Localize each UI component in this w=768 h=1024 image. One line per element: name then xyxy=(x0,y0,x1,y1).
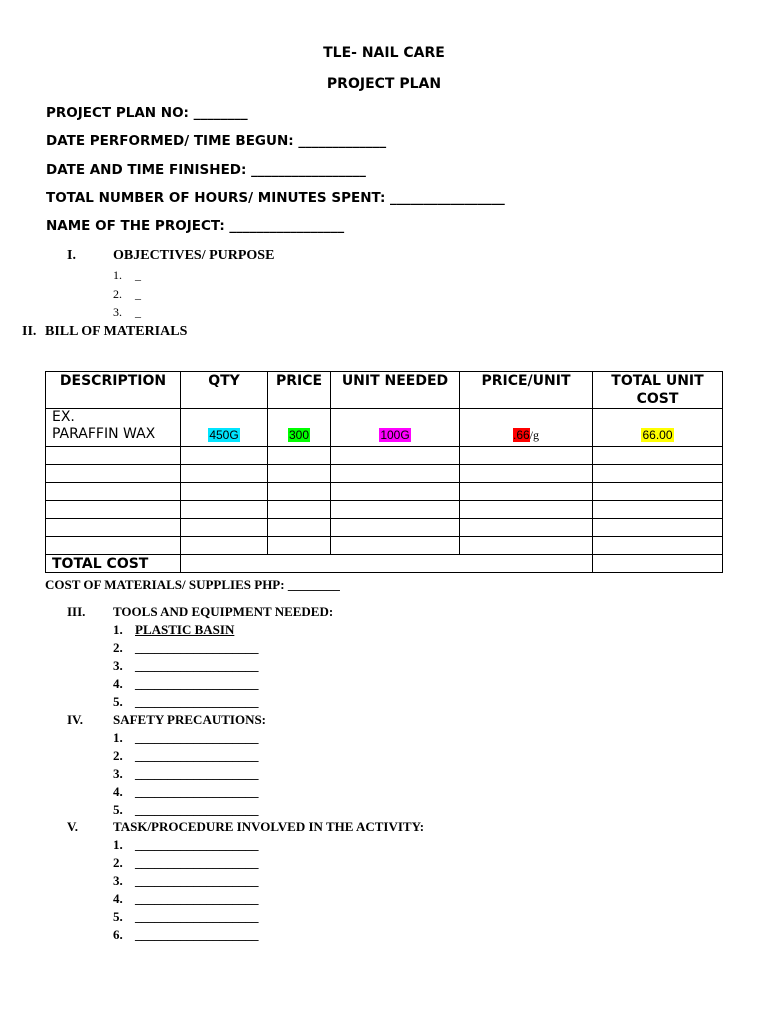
document-title: TLE- NAIL CARE xyxy=(323,45,445,61)
header-total-unit-cost: TOTAL UNIT COST xyxy=(593,372,723,409)
price-unit-value: .66 xyxy=(512,428,530,442)
safety-blank: ___________________ xyxy=(135,766,259,781)
table-cell[interactable] xyxy=(331,465,460,483)
total-cost-cell[interactable] xyxy=(181,555,593,573)
qty-value: 450G xyxy=(209,428,239,442)
table-cell[interactable] xyxy=(181,537,268,555)
section-title-tools: TOOLS AND EQUIPMENT NEEDED: xyxy=(113,604,334,619)
tool-number: 2. xyxy=(113,640,123,655)
table-cell[interactable] xyxy=(593,537,723,555)
table-row xyxy=(46,465,723,483)
example-item-name: PARAFFIN WAX xyxy=(52,426,156,442)
total-unit-cost-value: 66.00 xyxy=(642,428,673,442)
bill-of-materials-table xyxy=(45,371,723,573)
safety-number: 2. xyxy=(113,748,123,763)
tool-blank: ___________________ xyxy=(135,640,259,655)
table-cell[interactable] xyxy=(593,501,723,519)
table-row-example xyxy=(46,409,723,447)
field-total-hours: TOTAL NUMBER OF HOURS/ MINUTES SPENT: _________________ xyxy=(46,190,505,206)
table-cell[interactable] xyxy=(46,501,181,519)
header-qty: QTY xyxy=(181,372,268,409)
table-cell[interactable] xyxy=(46,483,181,501)
section-number-bill: II. xyxy=(22,324,37,339)
table-cell[interactable] xyxy=(181,483,268,501)
field-date-finished: DATE AND TIME FINISHED: _________________ xyxy=(46,162,366,178)
task-number: 4. xyxy=(113,891,123,906)
table-cell[interactable] xyxy=(268,537,331,555)
table-cell[interactable] xyxy=(46,537,181,555)
cell-description xyxy=(46,409,181,447)
unit-needed-value: 100G xyxy=(380,428,410,442)
table-cell[interactable] xyxy=(460,537,593,555)
header-price: PRICE xyxy=(268,372,331,409)
task-blank: ___________________ xyxy=(135,927,259,942)
total-cost-value-cell[interactable] xyxy=(593,555,723,573)
cell-total-unit-cost xyxy=(593,409,723,447)
task-blank: ___________________ xyxy=(135,873,259,888)
safety-number: 4. xyxy=(113,784,123,799)
section-title-safety: SAFETY PRECAUTIONS: xyxy=(113,712,267,727)
table-cell[interactable] xyxy=(331,537,460,555)
table-cell[interactable] xyxy=(46,465,181,483)
table-cell[interactable] xyxy=(593,483,723,501)
task-number: 1. xyxy=(113,837,123,852)
field-date-performed: DATE PERFORMED/ TIME BEGUN: _____________ xyxy=(46,133,387,149)
table-total-row xyxy=(46,555,723,573)
field-project-name: NAME OF THE PROJECT: _________________ xyxy=(46,218,345,234)
safety-blank: ___________________ xyxy=(135,748,259,763)
objective-number: 3. xyxy=(113,305,122,319)
header-unit-needed: UNIT NEEDED xyxy=(331,372,460,409)
table-cell[interactable] xyxy=(181,501,268,519)
tool-blank: ___________________ xyxy=(135,676,259,691)
table-cell[interactable] xyxy=(460,465,593,483)
task-number: 3. xyxy=(113,873,123,888)
safety-number: 1. xyxy=(113,730,123,745)
section-number-tasks: V. xyxy=(67,819,78,834)
table-cell[interactable] xyxy=(460,447,593,465)
table-cell[interactable] xyxy=(460,483,593,501)
table-cell[interactable] xyxy=(593,447,723,465)
table-cell[interactable] xyxy=(268,483,331,501)
table-cell[interactable] xyxy=(331,483,460,501)
tool-blank: ___________________ xyxy=(135,658,259,673)
header-description: DESCRIPTION xyxy=(46,372,181,409)
section-number-objectives: I. xyxy=(67,248,76,263)
table-cell[interactable] xyxy=(331,501,460,519)
safety-number: 5. xyxy=(113,802,123,817)
table-row xyxy=(46,537,723,555)
section-title-tasks: TASK/PROCEDURE INVOLVED IN THE ACTIVITY: xyxy=(113,819,425,834)
table-cell[interactable] xyxy=(460,501,593,519)
section-number-safety: IV. xyxy=(67,712,84,727)
section-title-objectives: OBJECTIVES/ PURPOSE xyxy=(113,248,275,263)
document-subtitle: PROJECT PLAN xyxy=(326,76,442,92)
tool-number: 4. xyxy=(113,676,123,691)
table-cell[interactable] xyxy=(46,519,181,537)
table-cell[interactable] xyxy=(181,447,268,465)
table-cell[interactable] xyxy=(331,447,460,465)
table-cell[interactable] xyxy=(268,465,331,483)
price-value: 300 xyxy=(288,428,310,442)
task-blank: ___________________ xyxy=(135,855,259,870)
objective-number: 2. xyxy=(113,287,122,301)
table-cell[interactable] xyxy=(268,501,331,519)
table-cell[interactable] xyxy=(181,465,268,483)
table-cell[interactable] xyxy=(268,447,331,465)
section-number-tools: III. xyxy=(67,604,86,619)
tool-blank: ___________________ xyxy=(135,694,259,709)
tool-number: 1. xyxy=(113,622,123,637)
table-cell[interactable] xyxy=(331,519,460,537)
cell-price xyxy=(268,409,331,447)
table-cell[interactable] xyxy=(46,447,181,465)
task-number: 2. xyxy=(113,855,123,870)
task-blank: ___________________ xyxy=(135,891,259,906)
task-blank: ___________________ xyxy=(135,837,259,852)
table-cell[interactable] xyxy=(460,519,593,537)
total-cost-label: TOTAL COST xyxy=(46,555,181,573)
objective-blank: _ xyxy=(135,305,141,319)
table-cell[interactable] xyxy=(268,519,331,537)
task-blank: ___________________ xyxy=(135,909,259,924)
cell-price-unit xyxy=(460,409,593,447)
header-price-unit: PRICE/UNIT xyxy=(460,372,593,409)
cell-qty xyxy=(181,409,268,447)
table-row xyxy=(46,483,723,501)
table-row xyxy=(46,447,723,465)
objective-blank: _ xyxy=(135,268,141,282)
tool-number: 5. xyxy=(113,694,123,709)
field-project-plan-no: PROJECT PLAN NO: ________ xyxy=(46,105,248,121)
table-cell[interactable] xyxy=(593,465,723,483)
price-unit-suffix: /g xyxy=(529,428,540,442)
table-cell[interactable] xyxy=(181,519,268,537)
table-row xyxy=(46,501,723,519)
task-number: 5. xyxy=(113,909,123,924)
cost-of-materials-line: COST OF MATERIALS/ SUPPLIES PHP: ________ xyxy=(45,577,340,592)
table-row xyxy=(46,519,723,537)
safety-blank: ___________________ xyxy=(135,730,259,745)
task-number: 6. xyxy=(113,927,123,942)
objective-blank: _ xyxy=(135,287,141,301)
table-header-row xyxy=(46,372,723,409)
safety-blank: ___________________ xyxy=(135,802,259,817)
safety-number: 3. xyxy=(113,766,123,781)
tool-name: PLASTIC BASIN xyxy=(135,622,235,637)
cell-unit-needed xyxy=(331,409,460,447)
section-title-bill: BILL OF MATERIALS xyxy=(45,324,188,339)
safety-blank: ___________________ xyxy=(135,784,259,799)
table-cell[interactable] xyxy=(593,519,723,537)
tool-number: 3. xyxy=(113,658,123,673)
example-label: EX. xyxy=(52,409,75,425)
objective-number: 1. xyxy=(113,268,122,282)
